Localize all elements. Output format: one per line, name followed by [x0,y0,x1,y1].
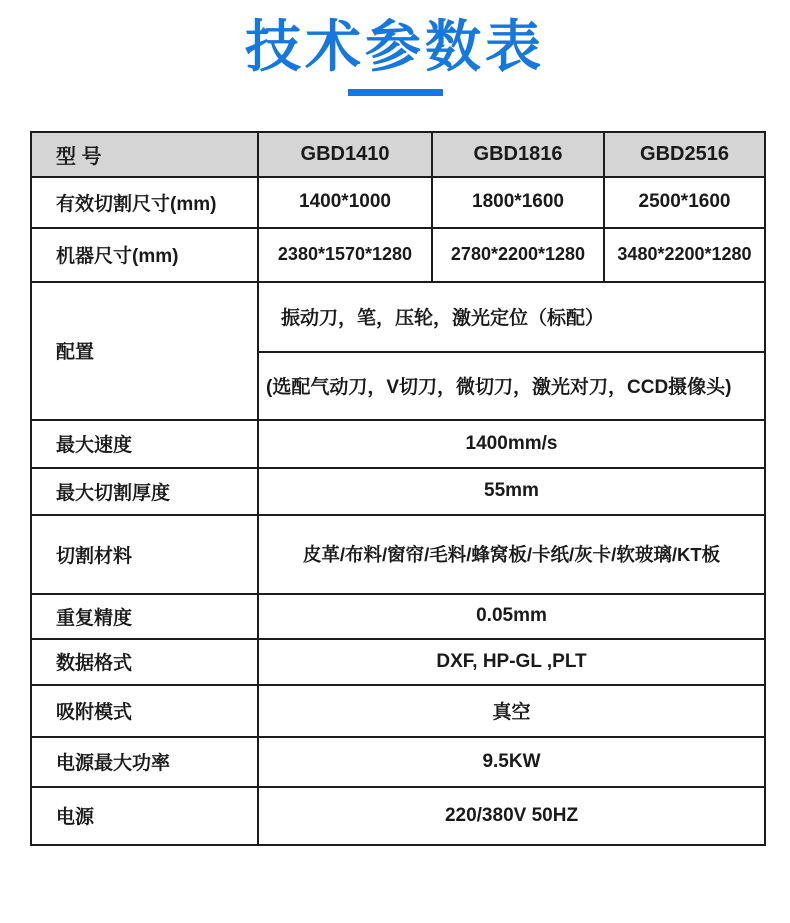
spec-label-cell: 最大切割厚度 [31,468,258,515]
spec-value-cell: 皮革/布料/窗帘/毛料/蜂窝板/卡纸/灰卡/软玻璃/KT板 [258,515,765,594]
table-row-max-speed [31,420,765,468]
spec-value-cell: 2380*1570*1280 [258,228,432,282]
table-row-adsorption-mode [31,685,765,737]
table-row-machine-size [31,228,765,282]
spec-value-cell: 9.5KW [258,737,765,787]
config-standard-cell: 振动刀，笔，压轮，激光定位（标配） [258,282,765,352]
spec-value-cell: 2780*2200*1280 [432,228,604,282]
spec-value-cell: 2500*1600 [604,177,765,228]
spec-value-cell: 1400*1000 [258,177,432,228]
model-name-cell: GBD1816 [432,132,604,177]
spec-label-cell: 重复精度 [31,594,258,639]
spec-label-cell: 机器尺寸(mm) [31,228,258,282]
spec-value-cell: 真空 [258,685,765,737]
spec-value-cell: 220/380V 50HZ [258,787,765,845]
table-row-model [31,132,765,177]
model-name-cell: GBD2516 [604,132,765,177]
page-title: 技术参数表 [245,15,545,78]
table-row-power-supply [31,787,765,845]
table-row-config-standard [31,282,765,352]
table-row-precision [31,594,765,639]
spec-value-cell: 1800*1600 [432,177,604,228]
table-row-max-power [31,737,765,787]
table-row-cutting-size [31,177,765,228]
spec-label-cell: 配置 [31,282,258,420]
config-optional-cell: (选配气动刀，V切刀，微切刀，激光对刀，CCD摄像头) [258,352,765,420]
spec-label-cell: 电源 [31,787,258,845]
spec-label-cell: 有效切割尺寸(mm) [31,177,258,228]
spec-label-cell: 电源最大功率 [31,737,258,787]
spec-value-cell: DXF, HP-GL ,PLT [258,639,765,685]
spec-value-cell: 0.05mm [258,594,765,639]
table-row-data-format [31,639,765,685]
spec-label-cell: 吸附模式 [31,685,258,737]
spec-label-cell: 切割材料 [31,515,258,594]
spec-value-cell: 3480*2200*1280 [604,228,765,282]
model-name-cell: GBD1410 [258,132,432,177]
spec-table [30,131,766,846]
model-header-cell: 型 号 [31,132,258,177]
table-row-materials [31,515,765,594]
spec-label-cell: 最大速度 [31,420,258,468]
title-underline-bar [348,89,443,96]
spec-label-cell: 数据格式 [31,639,258,685]
table-row-max-thickness [31,468,765,515]
spec-value-cell: 1400mm/s [258,420,765,468]
spec-value-cell: 55mm [258,468,765,515]
